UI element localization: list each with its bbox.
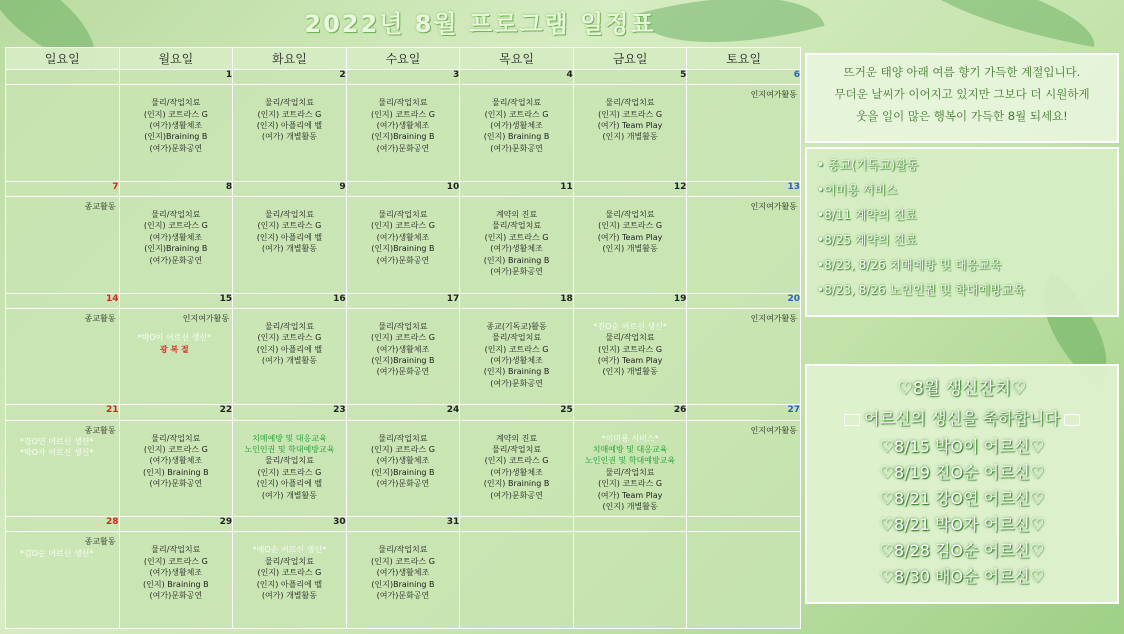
intro-line: 뜨거운 태양 아래 여름 향기 가득한 계절입니다. [843,65,1081,79]
schedule-item: (여가)문화공연 [490,143,543,153]
day-cell [573,532,687,629]
schedule-item: 인지여가활동 [182,313,230,323]
date-number: 16 [233,293,347,308]
schedule-item: *진O순 어르신 생신* [593,321,667,331]
date-number-row [6,405,801,420]
date-number: 7 [6,181,120,196]
schedule-item: (인지) 코트라스 G [257,221,322,231]
schedule-item: (여가)문화공연 [376,479,430,489]
schedule-row [6,420,801,517]
date-number: 28 [6,517,120,532]
schedule-item: (여가) 개별활동 [261,490,317,500]
schedule-item: 물리/작업치료 [378,433,428,443]
date-number: 21 [6,405,120,420]
schedule-item: 계약의 진료 [495,433,538,443]
schedule-item: *이미용 서비스* [601,433,659,443]
schedule-item: (인지) 코트라스 G [598,221,663,231]
day-cell [687,197,801,294]
day-cell [573,85,687,182]
schedule-item: (여가) Team Play [597,356,663,366]
date-number: 24 [346,405,460,420]
schedule-item: (인지) 아플리에 벨 [256,344,323,354]
schedule-item: 노인인권 및 학대예방교육 [585,456,676,466]
date-number: 14 [6,293,120,308]
schedule-item: 치매예방 및 대응교육 [252,433,327,443]
schedule-item: (인지) 코트라스 G [484,109,549,119]
birthday-entry: ♡8/21 강O연 어르신♡ [879,489,1045,508]
date-number: 29 [119,517,233,532]
day-cell [119,420,233,517]
day-cell [119,197,233,294]
schedule-item: 종교활동 [84,425,116,435]
schedule-item: (여가) Team Play [597,232,663,242]
event-item: •8/23, 8/26 치매예방 및 대응교육 [817,258,1002,272]
schedule-item: 물리/작업치료 [264,98,314,108]
schedule-item: (여가)생활체조 [490,244,543,254]
schedule-item: 인지여가활동 [750,202,797,212]
date-number: 12 [573,181,687,196]
schedule-item: 종교활동 [84,313,116,323]
day-cell [233,532,347,629]
day-cell [460,532,574,629]
date-number: 13 [687,181,801,196]
day-cell [346,420,460,517]
schedule-item: (인지) 코트라스 G [143,109,208,119]
schedule-row [6,85,801,182]
birthday-entry: ♡8/28 김O순 어르신♡ [879,541,1045,560]
date-number: 5 [573,70,687,85]
schedule-item: 물리/작업치료 [151,433,201,443]
schedule-item: (인지)Braining B [371,132,435,142]
day-cell [346,532,460,629]
schedule-item: 인지여가활동 [750,425,797,435]
schedule-item: (인지) 코트라스 G [371,109,435,119]
schedule-item: 종교(기독교)활동 [486,321,547,331]
day-cell [233,197,347,294]
schedule-item: (여가)생활체조 [376,344,430,354]
day-cell [346,308,460,405]
schedule-item: (인지) Braining B [143,467,209,477]
date-number: 19 [573,293,687,308]
schedule-item: 물리/작업치료 [264,556,314,566]
schedule-item: (인지) 코트라스 G [143,556,208,566]
date-number: 17 [346,293,460,308]
schedule-item: (여가) Team Play [597,490,663,500]
schedule-item: (여가)생활체조 [149,121,203,131]
birthday-entry: ♡8/15 박O이 어르신♡ [879,437,1045,456]
schedule-item: (여가) 개별활동 [261,132,317,142]
page-title: 2022년 8월 프로그램 일정표 [304,10,656,38]
day-cell [687,420,801,517]
day-cell [233,85,347,182]
schedule-item: 물리/작업치료 [491,221,542,231]
schedule-item: (인지) 코트라스 G [598,344,663,354]
weekday-sat: 토요일 [687,48,801,70]
schedule-item: (여가)생활체조 [490,121,543,131]
day-cell [119,532,233,629]
birthday-subheading: 어르신의 생신을 축하합니다 [864,409,1060,428]
schedule-row [6,532,801,629]
schedule-item: 물리/작업치료 [378,210,428,220]
event-item: •8/25 계약의 진료 [817,233,917,247]
date-number: 3 [346,70,460,85]
date-number: 22 [119,405,233,420]
schedule-item: (인지)Braining B [371,244,435,254]
intro-line: 무더운 날씨가 이어지고 있지만 그보다 더 시원하게 [834,87,1090,101]
day-cell [6,532,120,629]
date-number: 10 [346,181,460,196]
schedule-item: (여가)생활체조 [376,568,430,578]
schedule-item: 물리/작업치료 [378,98,428,108]
schedule-item: (인지)Braining B [144,132,208,142]
day-cell [460,308,574,405]
schedule-item: (여가)생활체조 [149,232,203,242]
day-cell [573,308,687,405]
schedule-item: (인지) 코트라스 G [371,444,435,454]
holiday-label: 광 복 절 [159,344,189,354]
schedule-item: 물리/작업치료 [491,98,542,108]
date-number-row [6,517,801,532]
birthday-panel [805,364,1119,604]
schedule-item: 종교활동 [84,537,116,547]
date-number: 26 [573,405,687,420]
schedule-item: (인지) 코트라스 G [484,344,549,354]
schedule-item: (인지) 아플리에 벨 [256,579,323,589]
schedule-item: (인지) 개별활동 [602,132,658,142]
schedule-item: 계약의 진료 [495,210,538,220]
weekday-thu: 목요일 [460,48,574,70]
schedule-item: 인지여가활동 [750,313,797,323]
schedule-item: (인지) 코트라스 G [371,333,435,343]
day-cell [460,197,574,294]
schedule-item: (여가)생활체조 [376,121,430,131]
weekday-sun: 일요일 [6,48,120,70]
schedule-item: (인지)Braining B [371,356,435,366]
date-number: 23 [233,405,347,420]
schedule-item: (여가)문화공연 [490,267,543,277]
day-cell [6,308,120,405]
schedule-item: (여가)문화공연 [149,143,203,153]
date-number: 9 [233,181,347,196]
day-cell [119,308,233,405]
schedule-item: (인지) 코트라스 G [257,333,322,343]
schedule-item: (여가)문화공연 [149,255,203,265]
schedule-item: (인지) Braining B [483,255,550,265]
date-number: 25 [460,405,574,420]
schedule-item: (인지) Braining B [483,367,550,377]
schedule-item: *배O순 어르신 생신* [252,545,327,555]
date-number: 15 [119,293,233,308]
schedule-item: (여가)문화공연 [149,479,203,489]
schedule-item: (인지) 코트라스 G [598,109,663,119]
day-cell [687,308,801,405]
schedule-item: (인지) 코트라스 G [484,232,549,242]
schedule-item: (인지) Braining B [483,479,550,489]
schedule-item: (인지) 개별활동 [602,367,658,377]
calendar [5,47,801,629]
weekday-tue: 화요일 [233,48,347,70]
day-cell [346,197,460,294]
intro-message [805,53,1119,143]
birthday-entry: ♡8/30 배O순 어르신♡ [879,567,1045,586]
day-cell [119,85,233,182]
schedule-item: 물리/작업치료 [605,467,655,477]
day-cell [460,420,574,517]
day-cell [6,85,120,182]
schedule-item: *강O연 어르신 생신* [20,436,94,446]
schedule-item: (여가) Team Play [597,121,663,131]
schedule-item: 물리/작업치료 [151,545,201,555]
schedule-item: (여가)생활체조 [376,232,430,242]
birthday-entry: ♡8/21 박O자 어르신♡ [879,515,1045,534]
date-number: 11 [460,181,574,196]
schedule-item: 물리/작업치료 [378,545,428,555]
schedule-item: (인지) Braining B [483,132,550,142]
event-item: •8/23, 8/26 노인인권 및 학대예방교육 [817,283,1025,297]
schedule-item: (여가)문화공연 [490,490,543,500]
date-number-row [6,181,801,196]
date-number: 30 [233,517,347,532]
schedule-item: (여가)생활체조 [490,356,543,366]
event-item: • 종교(기독교)활동 [817,158,919,172]
day-cell [687,532,801,629]
schedule-item: (여가)생활체조 [376,456,430,466]
schedule-item: (인지) 코트라스 G [257,109,322,119]
date-number: 27 [687,405,801,420]
day-cell [687,85,801,182]
event-item: •이미용 서비스 [817,183,898,197]
intro-line: 웃을 일이 많은 행복이 가득한 8월 되세요! [856,109,1068,123]
date-number: 4 [460,70,574,85]
schedule-item: 치매예방 및 대응교육 [592,444,668,454]
cake-icon [1064,414,1080,426]
day-cell [346,85,460,182]
schedule-item: (인지) 코트라스 G [257,568,322,578]
date-number: 31 [346,517,460,532]
day-cell [573,420,687,517]
day-cell [233,420,347,517]
schedule-item: (여가)문화공연 [376,590,430,600]
schedule-item: (인지) 개별활동 [602,244,658,254]
day-cell [6,197,120,294]
day-cell [6,420,120,517]
schedule-item: (인지) 아플리에 벨 [256,121,323,131]
schedule-item: (여가)생활체조 [490,467,543,477]
schedule-item: 인지여가활동 [750,90,797,100]
schedule-item: (인지) 코트라스 G [484,456,549,466]
date-number: 18 [460,293,574,308]
schedule-item: (인지) 코트라스 G [371,556,435,566]
schedule-item: (여가)문화공연 [490,378,543,388]
schedule-item: *김O순 어르신 생신* [20,548,94,558]
schedule-item: (여가)문화공연 [149,590,203,600]
schedule-item: 물리/작업치료 [151,98,201,108]
schedule-item: 물리/작업치료 [605,98,655,108]
date-number [6,70,120,85]
birthday-subheading-row [807,404,1117,434]
schedule-row [6,308,801,405]
schedule-item: (인지) 코트라스 G [257,467,322,477]
schedule-item: (인지)Braining B [144,244,208,254]
schedule-item: (인지) 코트라스 G [371,221,435,231]
schedule-item: 물리/작업치료 [264,210,314,220]
schedule-item: (인지) 코트라스 G [143,444,208,454]
schedule-item: (여가) 개별활동 [261,244,317,254]
date-number [687,517,801,532]
birthday-heading: ♡8월 생신잔치♡ [897,379,1027,399]
birthday-entry: ♡8/19 진O순 어르신♡ [879,463,1045,482]
schedule-item: 물리/작업치료 [378,321,428,331]
day-cell [460,85,574,182]
schedule-item: 물리/작업치료 [491,444,542,454]
schedule-item: (인지) Braining B [143,579,209,589]
schedule-item: 물리/작업치료 [264,456,314,466]
schedule-item: 물리/작업치료 [605,210,655,220]
schedule-item: *박O자 어르신 생신* [20,448,94,458]
schedule-item: 노인인권 및 학대예방교육 [244,444,335,454]
weekday-fri: 금요일 [573,48,687,70]
schedule-item: (인지)Braining B [371,467,435,477]
date-number [573,517,687,532]
date-number: 6 [687,70,801,85]
schedule-item: (인지) 코트라스 G [143,221,208,231]
date-number-row [6,70,801,85]
schedule-item: 종교활동 [84,202,116,212]
schedule-item: (여가)문화공연 [376,367,430,377]
event-item: •8/11 계약의 진료 [817,208,917,222]
day-cell [233,308,347,405]
schedule-item: (인지) 아플리에 벨 [256,479,323,489]
schedule-item: (여가)문화공연 [376,255,430,265]
schedule-item: 물리/작업치료 [264,321,314,331]
day-cell [573,197,687,294]
schedule-item: (여가)생활체조 [149,568,203,578]
weekday-wed: 수요일 [346,48,460,70]
schedule-row [6,197,801,294]
date-number: 2 [233,70,347,85]
schedule-item: 물리/작업치료 [605,333,655,343]
schedule-item: (인지) 개별활동 [602,502,658,512]
schedule-item: (인지) 코트라스 G [598,479,663,489]
schedule-item: 물리/작업치료 [151,210,201,220]
birthday-note: *박O이 어르신 생신* [137,333,212,343]
schedule-item: (여가)생활체조 [149,456,203,466]
leaf-decoration [897,0,1103,47]
weekday-mon: 월요일 [119,48,233,70]
schedule-item: (여가)문화공연 [376,143,430,153]
date-number-row [6,293,801,308]
schedule-item: (여가) 개별활동 [261,590,317,600]
event-list [805,147,1119,317]
schedule-item: (여가) 개별활동 [261,356,317,366]
schedule-item: 물리/작업치료 [491,333,542,343]
weekday-header-row [6,48,801,70]
schedule-item: (인지)Braining B [371,579,435,589]
date-number: 1 [119,70,233,85]
date-number [460,517,574,532]
date-number: 20 [687,293,801,308]
date-number: 8 [119,181,233,196]
cake-icon [844,414,860,426]
schedule-item: (인지) 아플리에 벨 [256,232,323,242]
